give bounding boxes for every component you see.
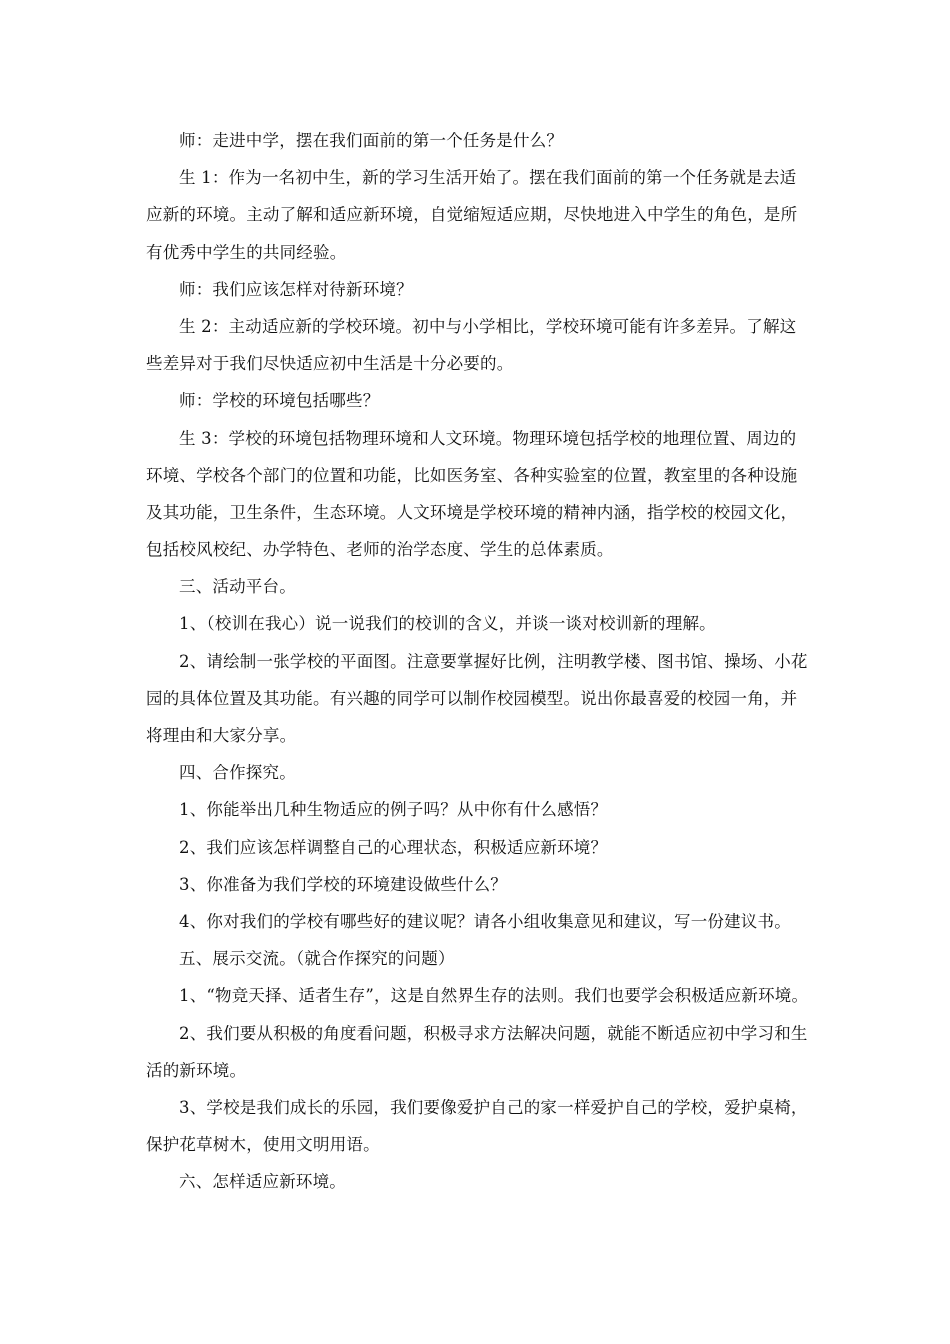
text-line: 活的新环境。 bbox=[146, 1060, 247, 1080]
text-line: 包括校风校纪、办学特色、老师的治学态度、学生的总体素质。 bbox=[146, 540, 614, 560]
text-line: 些差异对于我们尽快适应初中生活是十分必要的。 bbox=[146, 354, 514, 374]
text-line: 1、“物竞天择、适者生存”，这是自然界生存的法则。我们也要学会积极适应新环境。 bbox=[179, 986, 809, 1006]
text-line: 2、请绘制一张学校的平面图。注意要掌握好比例，注明教学楼、图书馆、操场、小花 bbox=[179, 651, 808, 671]
text-line: 1、你能举出几种生物适应的例子吗？从中你有什么感悟？ bbox=[179, 800, 608, 820]
document-body bbox=[146, 122, 826, 1200]
text-line: 四、合作探究。 bbox=[179, 763, 296, 783]
text-line: 生 2：主动适应新的学校环境。初中与小学相比，学校环境可能有许多差异。了解这 bbox=[179, 316, 797, 336]
text-line: 将理由和大家分享。 bbox=[146, 726, 297, 745]
text-line: 及其功能，卫生条件，生态环境。人文环境是学校环境的精神内涵，指学校的校园文化， bbox=[146, 502, 798, 522]
text-line: 保护花草树木，使用文明用语。 bbox=[146, 1135, 380, 1155]
text-line: 应新的环境。主动了解和适应新环境，自觉缩短适应期，尽快地进入中学生的角色，是所 bbox=[146, 205, 798, 225]
text-line: 三、活动平台。 bbox=[179, 577, 296, 597]
text-line: 1、（校训在我心）说一说我们的校训的含义，并谈一谈对校训新的理解。 bbox=[179, 614, 716, 634]
text-line: 师：走进中学，摆在我们面前的第一个任务是什么？ bbox=[179, 131, 564, 150]
text-line: 师：学校的环境包括哪些？ bbox=[179, 391, 380, 411]
text-line: 生 3：学校的环境包括物理环境和人文环境。物理环境包括学校的地理位置、周边的 bbox=[179, 428, 797, 448]
text-line: 3、你准备为我们学校的环境建设做些什么？ bbox=[179, 874, 507, 894]
text-line: 师：我们应该怎样对待新环境？ bbox=[179, 279, 413, 299]
text-line: 五、展示交流。（就合作探究的问题） bbox=[179, 949, 455, 969]
text-line: 生 1：作为一名初中生，新的学习生活开始了。摆在我们面前的第一个任务就是去适 bbox=[179, 168, 797, 188]
text-line: 六、怎样适应新环境。 bbox=[179, 1172, 346, 1192]
text-line: 园的具体位置及其功能。有兴趣的同学可以制作校园模型。说出你最喜爱的校园一角，并 bbox=[146, 688, 798, 708]
text-line: 4、你对我们的学校有哪些好的建议呢？请各小组收集意见和建议，写一份建议书。 bbox=[179, 911, 791, 931]
text-line: 有优秀中学生的共同经验。 bbox=[146, 242, 347, 262]
text-line: 2、我们应该怎样调整自己的心理状态，积极适应新环境？ bbox=[179, 837, 608, 857]
text-line: 3、学校是我们成长的乐园，我们要像爱护自己的家一样爱护自己的学校，爱护桌椅， bbox=[179, 1097, 808, 1117]
text-line: 2、我们要从积极的角度看问题，积极寻求方法解决问题，就能不断适应初中学习和生 bbox=[179, 1023, 808, 1043]
text-line: 环境、学校各个部门的位置和功能，比如医务室、各种实验室的位置，教室里的各种设施 bbox=[146, 465, 798, 485]
